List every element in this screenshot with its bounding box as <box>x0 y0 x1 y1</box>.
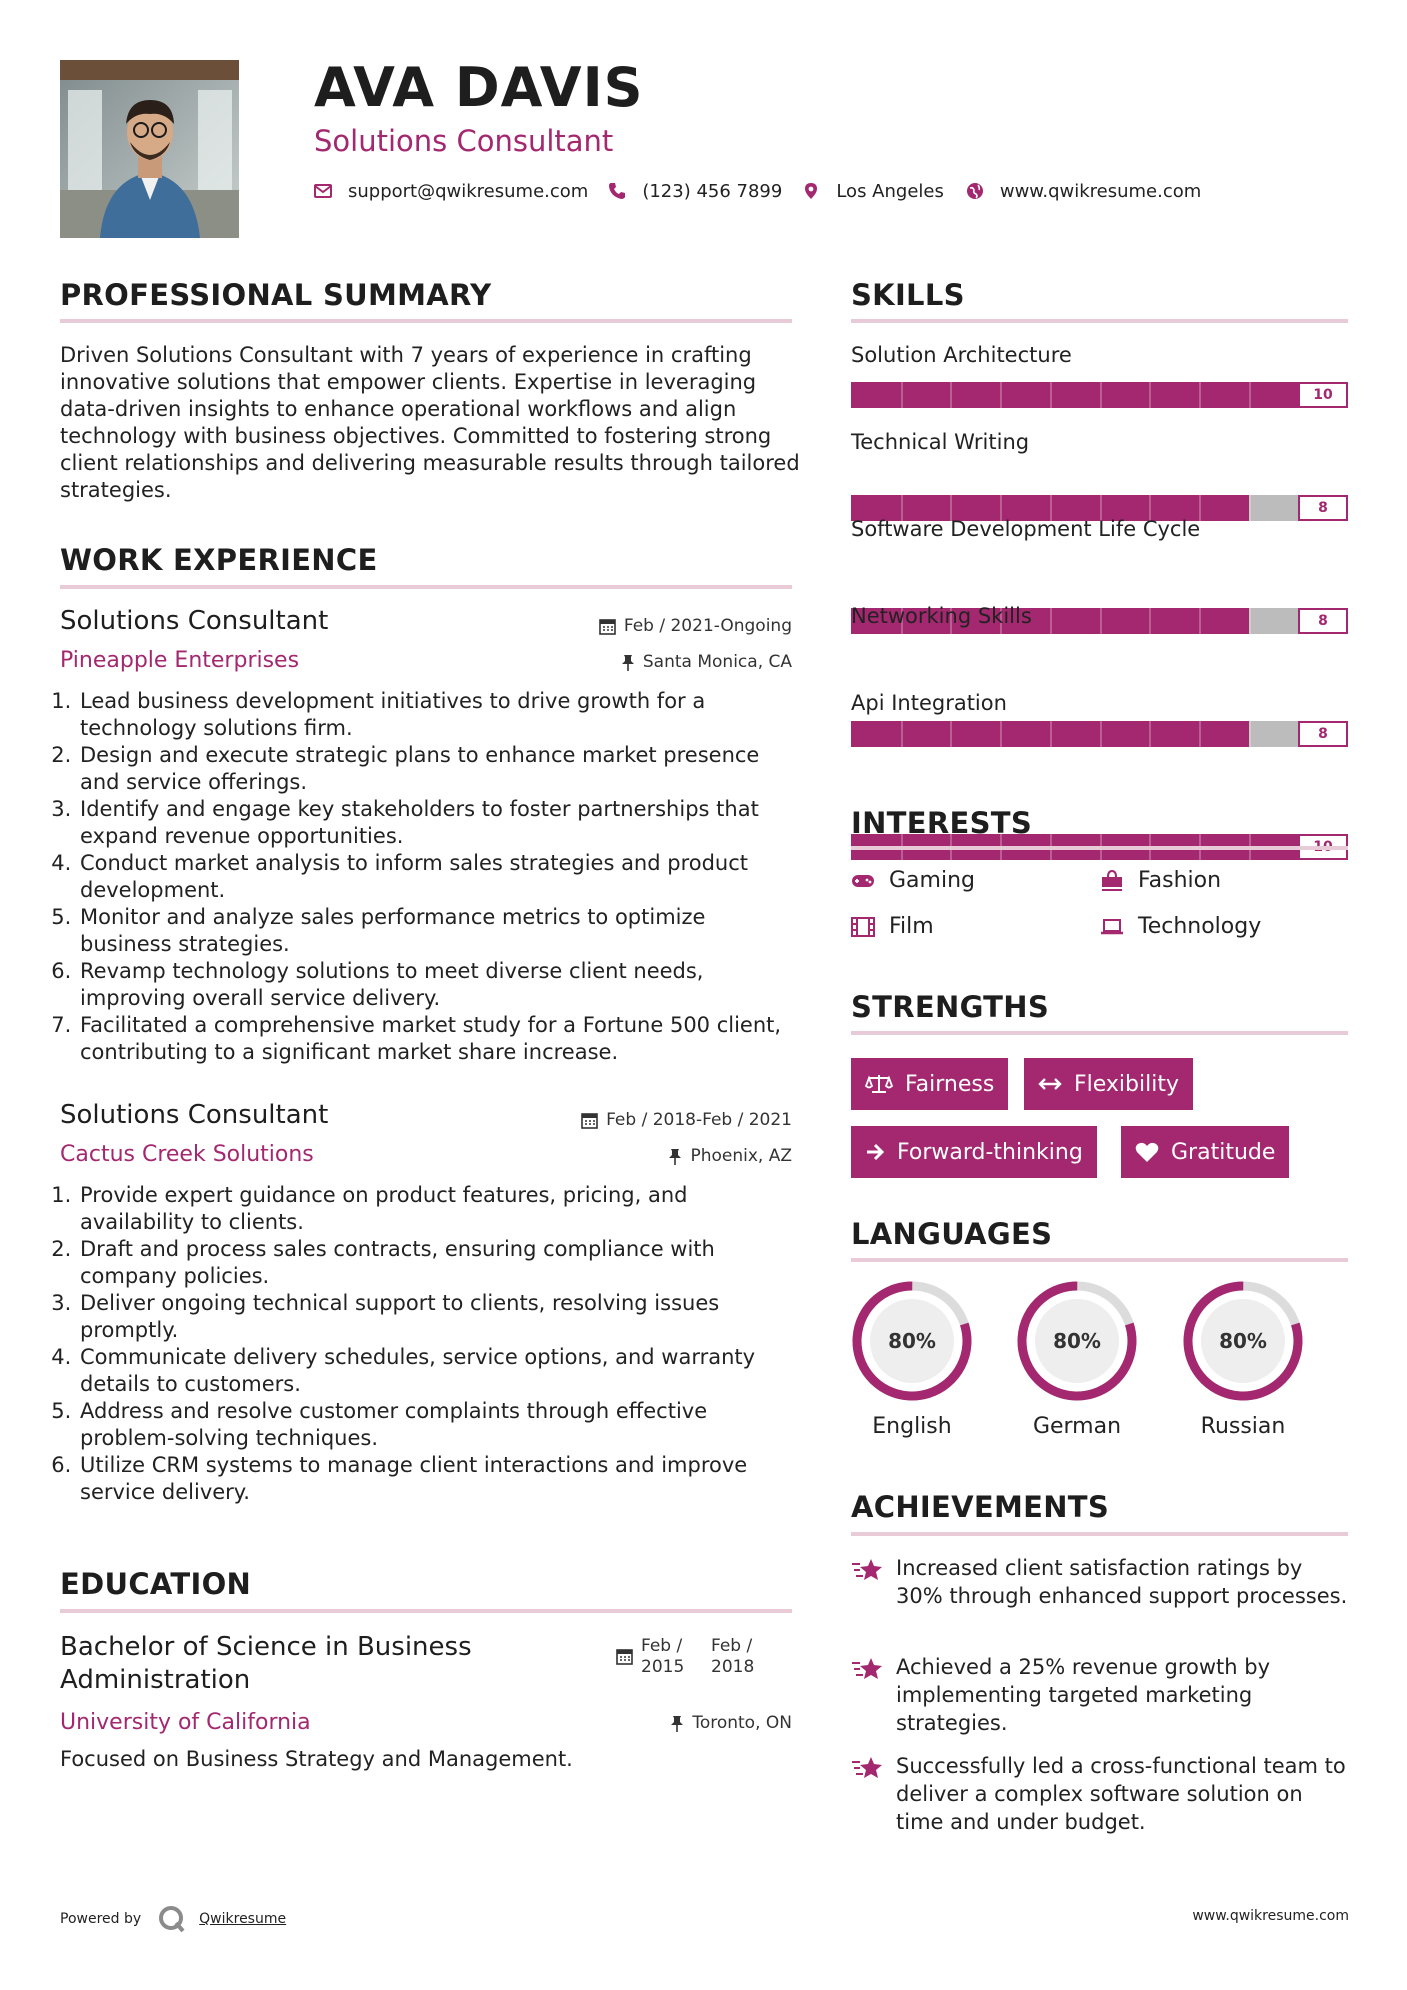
skill-score: 10 <box>1298 382 1348 408</box>
list-item: 5. Monitor and analyze sales performance metrics to optimize business strategies. <box>78 904 800 958</box>
language-item <box>1016 1280 1138 1439</box>
gamepad-icon <box>851 873 875 889</box>
skill-bar-segment <box>1199 721 1201 747</box>
school-location <box>500 1713 792 1733</box>
list-item: 5. Address and resolve customer complaints through effective problem-solving techniques. <box>78 1398 800 1452</box>
calendar-icon <box>616 1648 633 1665</box>
skill-name: Api Integration <box>851 691 1007 715</box>
list-item: 1. Provide expert guidance on product features, pricing, and availability to clients. <box>78 1182 800 1236</box>
qwikresume-logo-icon <box>157 1904 187 1934</box>
school-name: University of California <box>60 1710 311 1735</box>
list-item: 7. Facilitated a comprehensive market study for a Fortune 500 client, contributing to a significant market share increase. <box>78 1012 800 1066</box>
language-percent: 80% <box>1219 1329 1267 1353</box>
experience-heading: WORK EXPERIENCE <box>60 543 378 577</box>
strength-chip <box>1121 1126 1289 1178</box>
shooting-star-icon <box>851 1754 885 1782</box>
shooting-star-icon <box>851 1655 885 1683</box>
shooting-star-icon <box>851 1556 885 1584</box>
skill-bar-segment <box>1249 721 1251 747</box>
interest-item <box>851 914 934 939</box>
skills-divider <box>851 319 1348 323</box>
list-item: 3. Identify and engage key stakeholders to foster partnerships that expand revenue opportunities. <box>78 796 800 850</box>
footer-site[interactable]: www.qwikresume.com <box>1192 1908 1349 1924</box>
skill-name: Networking Skills <box>851 604 1032 628</box>
skill-score: 8 <box>1298 608 1348 634</box>
skill-bar-segment <box>1100 721 1102 747</box>
heart-icon <box>1135 1141 1159 1163</box>
job-company: Cactus Creek Solutions <box>60 1142 314 1167</box>
interest-item <box>851 868 975 893</box>
education-note: Focused on Business Strategy and Management. <box>60 1747 573 1771</box>
balance-scale-icon <box>865 1073 893 1095</box>
strength-chip <box>851 1126 1097 1178</box>
skill-bar-segment <box>950 721 952 747</box>
skill-bar <box>851 382 1348 408</box>
globe-icon <box>966 182 984 200</box>
job-location-text: Santa Monica, CA <box>642 652 792 672</box>
achievement-text: Achieved a 25% revenue growth by implementing targeted marketing strategies. <box>896 1655 1271 1735</box>
skill-bar-segment <box>1199 382 1201 408</box>
arrows-horizontal-icon <box>1038 1077 1062 1091</box>
skill-bar <box>851 721 1348 747</box>
achievement-text: Increased client satisfaction ratings by 30% through enhanced support processes. <box>896 1556 1348 1608</box>
strength-label: Forward-thinking <box>897 1139 1083 1165</box>
strength-chip <box>1024 1058 1193 1110</box>
degree-title: Bachelor of Science in Business Administration <box>60 1632 472 1695</box>
list-item: 6. Utilize CRM systems to manage client interactions and improve service delivery. <box>78 1452 800 1506</box>
skill-bar-segment <box>950 382 952 408</box>
skill-bar-segment <box>1199 608 1201 634</box>
strengths-divider <box>851 1031 1348 1035</box>
calendar-icon <box>599 618 616 635</box>
language-name: German <box>1032 1414 1122 1439</box>
skills-heading: SKILLS <box>851 278 965 312</box>
skill-name: Technical Writing <box>851 430 1030 454</box>
skill-score: 8 <box>1298 721 1348 747</box>
footer-powered <box>60 1904 286 1934</box>
strength-label: Gratitude <box>1171 1139 1276 1165</box>
skill-name: Software Development Life Cycle <box>851 517 1201 541</box>
summary-heading: PROFESSIONAL SUMMARY <box>60 278 492 312</box>
list-item: 1. Lead business development initiatives to drive growth for a technology solutions firm. <box>78 688 800 742</box>
skill-name: Solution Architecture <box>851 343 1072 367</box>
language-item <box>851 1280 973 1439</box>
strengths-heading: STRENGTHS <box>851 990 1050 1024</box>
achievements-divider <box>851 1532 1348 1536</box>
interests-heading: INTERESTS <box>851 806 1033 840</box>
list-item: 2. Draft and process sales contracts, ensuring compliance with company policies. <box>78 1236 800 1290</box>
interest-label: Gaming <box>889 868 975 893</box>
phone-icon <box>608 182 626 200</box>
skill-bar-segment <box>901 382 903 408</box>
skill-bar-segment <box>1249 608 1251 634</box>
job-responsibilities <box>60 1182 800 1506</box>
job-title: Solutions Consultant <box>60 1100 329 1130</box>
skill-bar-segment <box>1100 608 1102 634</box>
language-ring <box>1182 1280 1304 1402</box>
candidate-role: Solutions Consultant <box>314 124 614 158</box>
skill-bar-segment <box>1050 608 1052 634</box>
pushpin-icon <box>668 1148 682 1165</box>
interest-label: Technology <box>1138 914 1262 939</box>
envelope-icon <box>314 182 332 200</box>
shopping-bag-icon <box>1100 870 1124 892</box>
job-dates <box>500 616 792 636</box>
job-location <box>500 652 792 672</box>
skill-bar-segment <box>1249 382 1251 408</box>
list-item: 2. Design and execute strategic plans to enhance market presence and service offerings. <box>78 742 800 796</box>
job-dates <box>500 1110 792 1130</box>
achievements-heading: ACHIEVEMENTS <box>851 1490 1110 1524</box>
interest-label: Fashion <box>1138 868 1222 893</box>
interest-item <box>1100 914 1261 939</box>
job-location-text: Phoenix, AZ <box>690 1146 792 1166</box>
skill-bar-segment <box>1000 382 1002 408</box>
interests-divider <box>851 846 1348 850</box>
skill-bar-segment <box>1100 382 1102 408</box>
profile-photo <box>60 60 239 238</box>
language-percent: 80% <box>888 1329 936 1353</box>
skill-bar-segment <box>1149 608 1151 634</box>
job-responsibilities <box>60 688 800 1066</box>
school-location-text: Toronto, ON <box>692 1713 792 1733</box>
education-heading: EDUCATION <box>60 1567 252 1601</box>
languages-heading: LANGUAGES <box>851 1217 1053 1251</box>
education-dates <box>616 1636 773 1678</box>
strength-label: Flexibility <box>1074 1071 1179 1097</box>
pushpin-icon <box>621 654 635 671</box>
job-title: Solutions Consultant <box>60 606 329 636</box>
contact-phone[interactable]: (123) 456 7899 <box>642 180 783 202</box>
skill-bar-segment <box>1050 721 1052 747</box>
skill-bar-segment <box>1050 382 1052 408</box>
skill-bar-segment <box>1149 382 1151 408</box>
contact-location: Los Angeles <box>836 180 944 202</box>
summary-divider <box>60 319 792 323</box>
skill-bar-segment <box>1149 721 1151 747</box>
achievement-text: Successfully led a cross-functional team to deliver a complex software solution on time and under budget. <box>896 1754 1346 1834</box>
brand-link[interactable]: Qwikresume <box>199 1911 287 1927</box>
job-dates-text: Feb / 2021-Ongoing <box>623 616 792 636</box>
skill-score: 8 <box>1298 495 1348 521</box>
calendar-icon <box>581 1112 598 1129</box>
strength-chip <box>851 1058 1008 1110</box>
education-start: Feb / 2015 <box>641 1636 685 1677</box>
language-name: Russian <box>1200 1414 1286 1439</box>
list-item: 4. Conduct market analysis to inform sales strategies and product development. <box>78 850 800 904</box>
list-item: 3. Deliver ongoing technical support to clients, resolving issues promptly. <box>78 1290 800 1344</box>
language-name: English <box>872 1414 952 1439</box>
candidate-name: AVA DAVIS <box>314 56 644 119</box>
interest-item <box>1100 868 1221 893</box>
education-divider <box>60 1609 792 1613</box>
powered-by-text: Powered by <box>60 1911 142 1927</box>
education-end: Feb / 2018 <box>711 1636 755 1677</box>
map-marker-icon <box>802 182 820 200</box>
skill-bar-segment <box>1000 721 1002 747</box>
laptop-icon <box>1100 918 1124 936</box>
pushpin-icon <box>670 1715 684 1732</box>
contact-email[interactable]: support@qwikresume.com <box>348 180 589 202</box>
language-ring <box>1016 1280 1138 1402</box>
languages-divider <box>851 1258 1348 1262</box>
strength-label: Fairness <box>905 1071 995 1097</box>
contact-bar <box>314 178 1221 204</box>
list-item: 6. Revamp technology solutions to meet diverse client needs, improving overall service delivery. <box>78 958 800 1012</box>
skill-bar-segment <box>1249 495 1251 521</box>
job-dates-text: Feb / 2018-Feb / 2021 <box>606 1110 792 1130</box>
job-location <box>500 1146 792 1166</box>
film-icon <box>851 917 875 937</box>
language-percent: 80% <box>1053 1329 1101 1353</box>
language-ring <box>851 1280 973 1402</box>
experience-divider <box>60 585 792 589</box>
skill-bar-segment <box>901 721 903 747</box>
summary-text: Driven Solutions Consultant with 7 years of experience in crafting innovative solutions that empower clients. Expertise in leveraging data-driven insights to enhance operational workflows and align technology with business objectives. Committed to fostering strong client relationships and delivering measurable results through tailored strategies. <box>60 343 800 502</box>
language-item <box>1182 1280 1304 1439</box>
arrow-right-icon <box>865 1142 885 1162</box>
interest-label: Film <box>889 914 934 939</box>
contact-website[interactable]: www.qwikresume.com <box>999 180 1202 202</box>
list-item: 4. Communicate delivery schedules, service options, and warranty details to customers. <box>78 1344 800 1398</box>
job-company: Pineapple Enterprises <box>60 648 300 673</box>
